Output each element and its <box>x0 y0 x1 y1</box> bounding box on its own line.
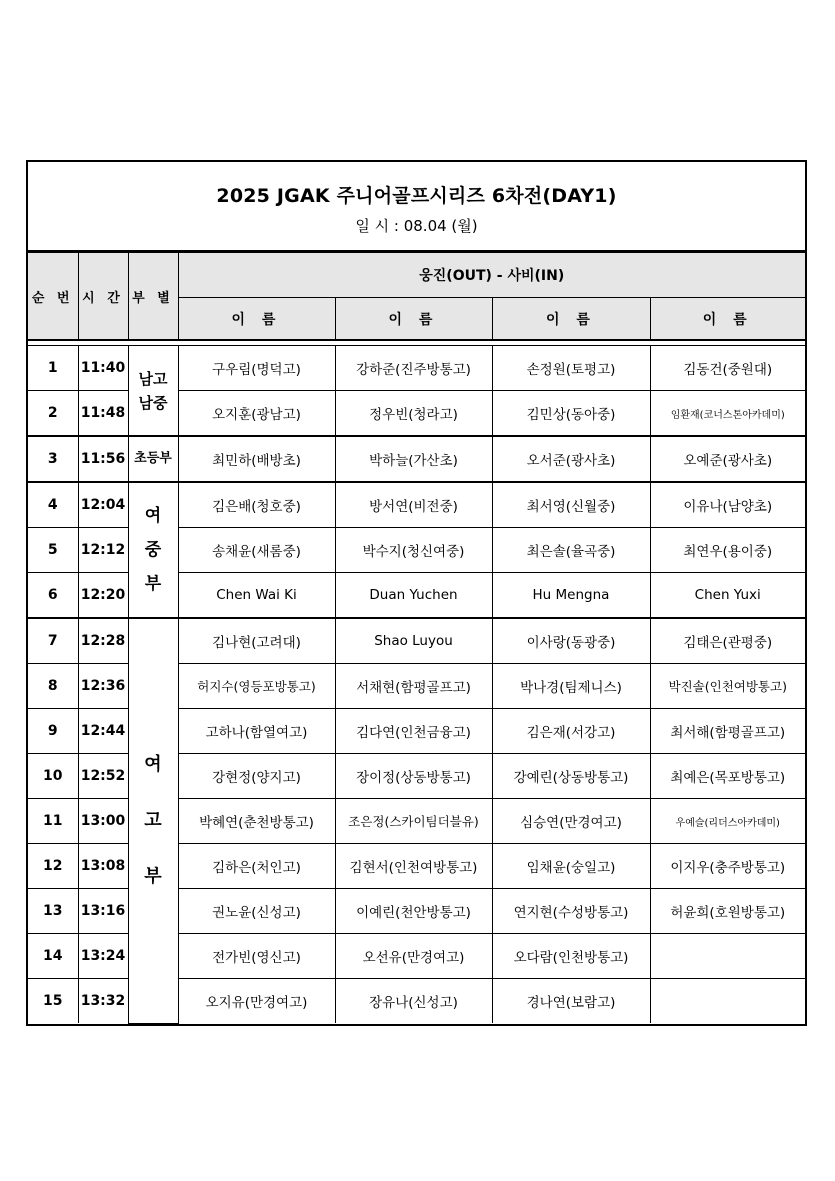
player-cell: 방서연(비전중) <box>335 482 492 528</box>
player-cell: Duan Yuchen <box>335 573 492 619</box>
player-cell: 최예은(목포방통고) <box>650 754 805 799</box>
tee-time: 12:52 <box>78 754 128 799</box>
page-title: 2025 JGAK 주니어골프시리즈 6차전(DAY1) <box>216 185 617 207</box>
player-cell: 장이정(상동방통고) <box>335 754 492 799</box>
player-cell: 손정원(토평고) <box>492 346 650 391</box>
header-order: 순 번 <box>28 253 78 341</box>
header-name-3: 이 름 <box>492 298 650 341</box>
division-girls-high: 여 고 부 <box>128 618 178 1023</box>
row-number: 13 <box>28 889 78 934</box>
table-row <box>28 618 805 664</box>
row-number: 14 <box>28 934 78 979</box>
player-cell: 권노윤(신성고) <box>178 889 335 934</box>
player-cell: 심승연(만경여고) <box>492 799 650 844</box>
player-cell: 임환재(코너스톤아카데미) <box>650 391 805 437</box>
row-number: 11 <box>28 799 78 844</box>
player-cell: 강하준(진주방통고) <box>335 346 492 391</box>
player-cell: Hu Mengna <box>492 573 650 619</box>
tee-time: 13:08 <box>78 844 128 889</box>
player-cell: 이지우(충주방통고) <box>650 844 805 889</box>
header-name-4: 이 름 <box>650 298 805 341</box>
header-name-1: 이 름 <box>178 298 335 341</box>
tee-time-table <box>28 252 805 1024</box>
tee-time: 13:32 <box>78 979 128 1024</box>
table-row <box>28 346 805 391</box>
player-cell: 김민상(동아중) <box>492 391 650 437</box>
title-block <box>28 162 805 252</box>
row-number: 6 <box>28 573 78 619</box>
player-cell: 고하나(함열여고) <box>178 709 335 754</box>
player-cell: 이사랑(동광중) <box>492 618 650 664</box>
tee-time: 12:12 <box>78 528 128 573</box>
player-cell: 오다람(인천방통고) <box>492 934 650 979</box>
player-cell: 오지훈(광남고) <box>178 391 335 437</box>
row-number: 12 <box>28 844 78 889</box>
player-cell: 연지현(수성방통고) <box>492 889 650 934</box>
row-number: 9 <box>28 709 78 754</box>
tee-time-sheet <box>26 160 807 1026</box>
tee-time: 11:56 <box>78 436 128 482</box>
player-cell <box>650 934 805 979</box>
row-number: 15 <box>28 979 78 1024</box>
player-cell: 경나연(보람고) <box>492 979 650 1024</box>
header-division: 부 별 <box>128 253 178 341</box>
player-cell: 최서영(신월중) <box>492 482 650 528</box>
row-number: 4 <box>28 482 78 528</box>
player-cell: 허윤희(호원방통고) <box>650 889 805 934</box>
player-cell: 최연우(용이중) <box>650 528 805 573</box>
player-cell: 송채윤(새롬중) <box>178 528 335 573</box>
tee-time: 11:48 <box>78 391 128 437</box>
player-cell: 오지유(만경여고) <box>178 979 335 1024</box>
player-cell: 조은정(스카이팀더블유) <box>335 799 492 844</box>
player-cell: 정우빈(청라고) <box>335 391 492 437</box>
row-number: 5 <box>28 528 78 573</box>
row-number: 2 <box>28 391 78 437</box>
table-row <box>28 482 805 528</box>
player-cell: 박나경(팀제니스) <box>492 664 650 709</box>
player-cell: 김현서(인천여방통고) <box>335 844 492 889</box>
player-cell: 구우림(명덕고) <box>178 346 335 391</box>
player-cell: 김태은(관평중) <box>650 618 805 664</box>
event-date: 일 시 : 08.04 (월) <box>355 217 478 235</box>
row-number: 7 <box>28 618 78 664</box>
row-number: 10 <box>28 754 78 799</box>
tee-time: 13:16 <box>78 889 128 934</box>
table-row <box>28 436 805 482</box>
division-elementary: 초등부 <box>128 436 178 482</box>
player-cell: 김은재(서강고) <box>492 709 650 754</box>
player-cell: 이유나(남양초) <box>650 482 805 528</box>
player-cell: 박혜연(춘천방통고) <box>178 799 335 844</box>
player-cell: 김하은(처인고) <box>178 844 335 889</box>
player-cell: 우예슬(리더스아카데미) <box>650 799 805 844</box>
player-cell: Shao Luyou <box>335 618 492 664</box>
tee-time: 12:04 <box>78 482 128 528</box>
player-cell: 서채현(함평골프고) <box>335 664 492 709</box>
division-girls-middle: 여 중 부 <box>128 482 178 618</box>
tee-time: 12:28 <box>78 618 128 664</box>
row-number: 3 <box>28 436 78 482</box>
player-cell: Chen Wai Ki <box>178 573 335 619</box>
tee-time: 11:40 <box>78 346 128 391</box>
player-cell: 허지수(영등포방통고) <box>178 664 335 709</box>
player-cell: 강현정(양지고) <box>178 754 335 799</box>
tee-time: 12:36 <box>78 664 128 709</box>
tee-time: 13:24 <box>78 934 128 979</box>
player-cell: 최서해(함평골프고) <box>650 709 805 754</box>
tee-time: 12:20 <box>78 573 128 619</box>
header-course: 웅진(OUT) - 사비(IN) <box>178 253 805 298</box>
player-cell: 임채윤(숭일고) <box>492 844 650 889</box>
player-cell: 장유나(신성고) <box>335 979 492 1024</box>
player-cell: Chen Yuxi <box>650 573 805 619</box>
player-cell: 최민하(배방초) <box>178 436 335 482</box>
division-boys-high-middle: 남고 남중 <box>128 346 178 437</box>
player-cell: 최은솔(율곡중) <box>492 528 650 573</box>
header-time: 시 간 <box>78 253 128 341</box>
player-cell: 김은배(청호중) <box>178 482 335 528</box>
player-cell: 오선유(만경여고) <box>335 934 492 979</box>
tee-time: 13:00 <box>78 799 128 844</box>
player-cell: 오서준(광사초) <box>492 436 650 482</box>
tee-time: 12:44 <box>78 709 128 754</box>
player-cell: 김다연(인천금융고) <box>335 709 492 754</box>
player-cell: 박하늘(가산초) <box>335 436 492 482</box>
header-name-2: 이 름 <box>335 298 492 341</box>
player-cell: 박진솔(인천여방통고) <box>650 664 805 709</box>
row-number: 8 <box>28 664 78 709</box>
player-cell <box>650 979 805 1024</box>
player-cell: 전가빈(영신고) <box>178 934 335 979</box>
player-cell: 이예린(천안방통고) <box>335 889 492 934</box>
player-cell: 박수지(청신여중) <box>335 528 492 573</box>
row-number: 1 <box>28 346 78 391</box>
player-cell: 김동건(중원대) <box>650 346 805 391</box>
player-cell: 오예준(광사초) <box>650 436 805 482</box>
player-cell: 강예린(상동방통고) <box>492 754 650 799</box>
player-cell: 김나현(고려대) <box>178 618 335 664</box>
